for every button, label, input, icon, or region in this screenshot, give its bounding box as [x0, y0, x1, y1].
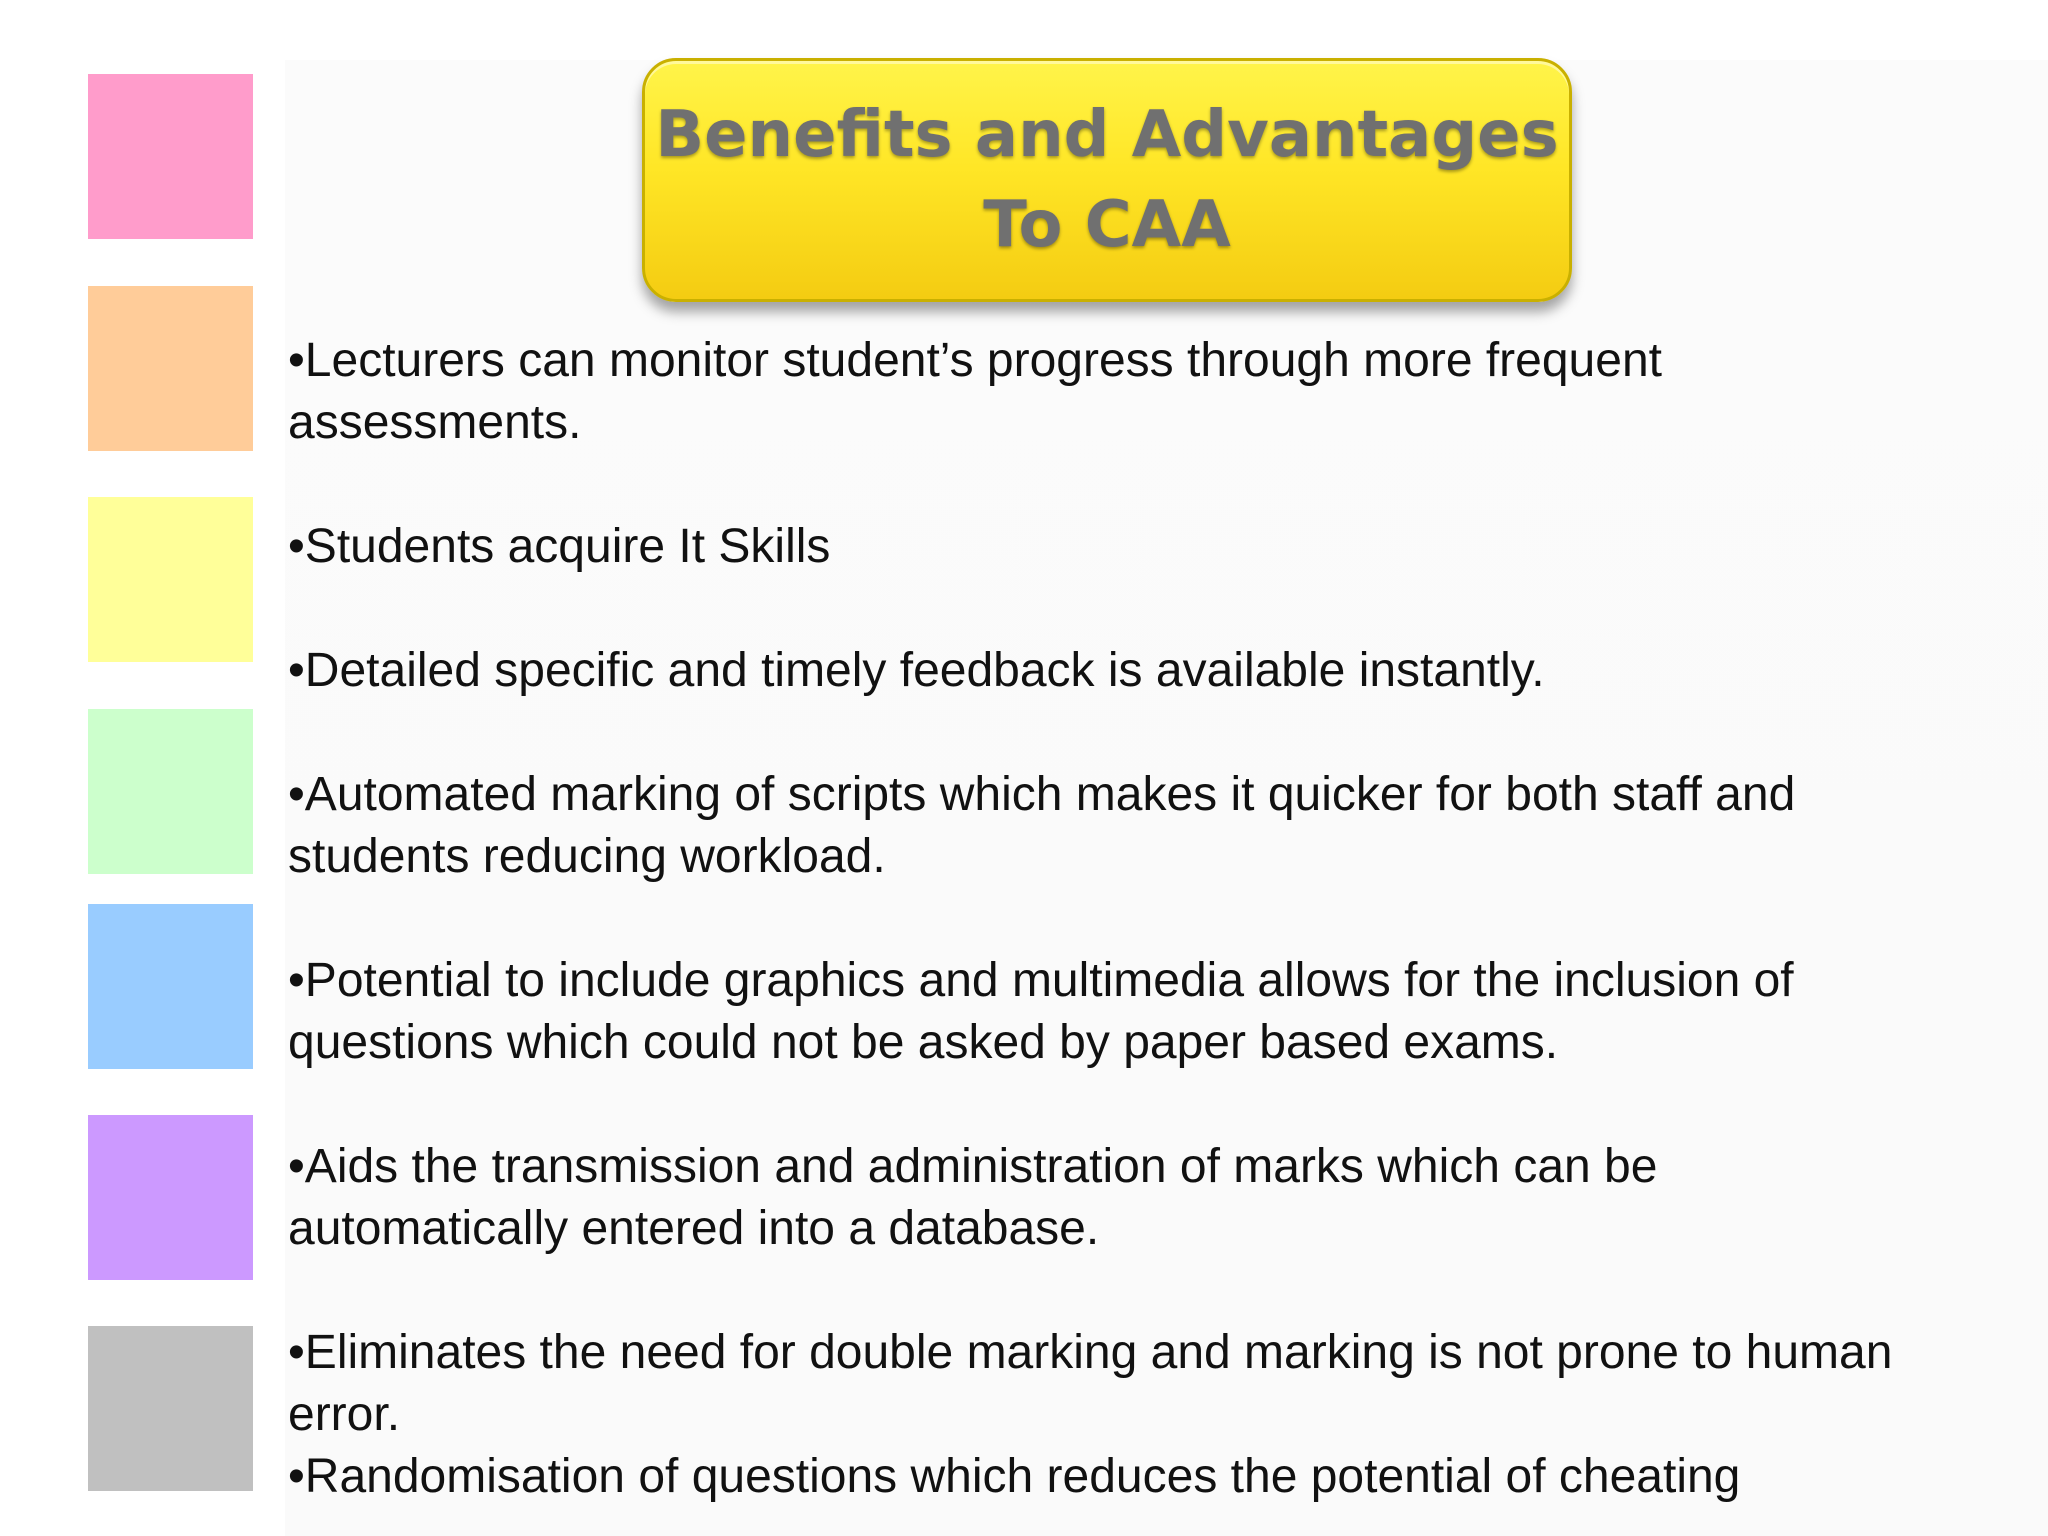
color-swatch-gray [88, 1326, 253, 1491]
color-swatch-yellow [88, 497, 253, 662]
title-line-2: To CAA [983, 188, 1231, 262]
color-swatch-purple [88, 1115, 253, 1280]
bullet-line: error. [288, 1388, 401, 1441]
title-line-1: Benefits and Advantages [655, 98, 1559, 172]
bullet-item [288, 516, 2028, 578]
bullet-line: automatically entered into a database. [288, 1202, 1100, 1255]
bullet-item [288, 950, 2028, 1074]
bullet-item [288, 1322, 2028, 1446]
bullet-line: •Eliminates the need for double marking and marking is not prone to human [288, 1326, 1893, 1379]
bullet-line: •Aids the transmission and administration of marks which can be [288, 1140, 1658, 1193]
bullet-line: assessments. [288, 396, 582, 449]
color-swatch-orange [88, 286, 253, 451]
bullet-line: •Automated marking of scripts which makes it quicker for both staff and [288, 768, 1796, 821]
bullet-line: students reducing workload. [288, 830, 886, 883]
bullet-line: questions which could not be asked by paper based exams. [288, 1016, 1559, 1069]
bullet-line: •Lecturers can monitor student’s progress through more frequent [288, 334, 1662, 387]
color-swatch-green [88, 709, 253, 874]
bullet-line: •Potential to include graphics and multimedia allows for the inclusion of [288, 954, 1794, 1007]
bullet-line: •Students acquire It Skills [288, 520, 831, 573]
bullet-item [288, 640, 2028, 702]
bullet-line: •Randomisation of questions which reduces the potential of cheating [288, 1450, 1741, 1503]
color-swatch-blue [88, 904, 253, 1069]
bullet-item [288, 1136, 2028, 1260]
benefits-list [288, 330, 2028, 1508]
bullet-item [288, 330, 2028, 454]
bullet-item [288, 1446, 2028, 1508]
color-swatch-pink [88, 74, 253, 239]
title-banner [642, 58, 1572, 302]
bullet-item [288, 764, 2028, 888]
bullet-line: •Detailed specific and timely feedback is available instantly. [288, 644, 1545, 697]
